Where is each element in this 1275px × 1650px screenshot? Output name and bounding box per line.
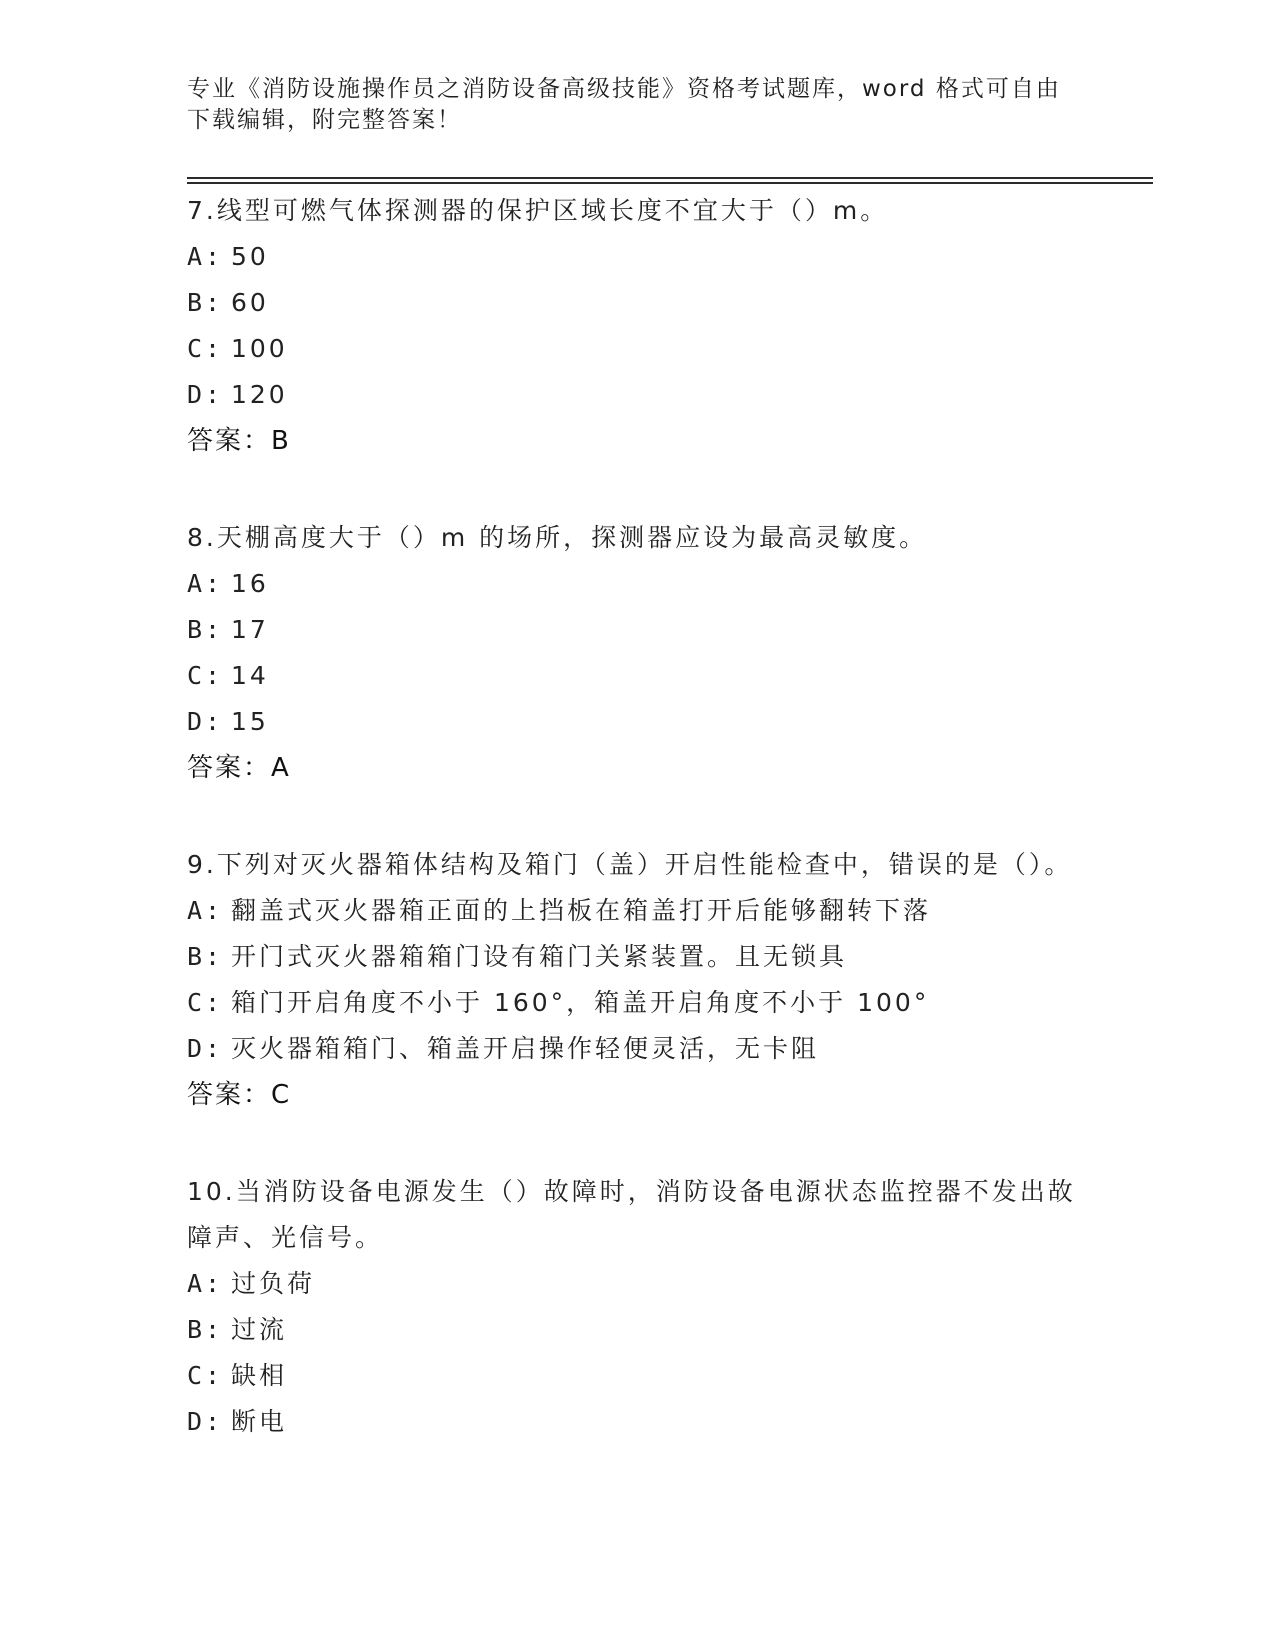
option-text: 过流 — [231, 1315, 288, 1344]
option-b — [187, 934, 1087, 980]
option-text: 120 — [231, 380, 288, 409]
question-stem: 8.天棚高度大于（）m 的场所，探测器应设为最高灵敏度。 — [187, 523, 928, 552]
option-a — [187, 234, 1087, 280]
question-stem: 7.线型可燃气体探测器的保护区域长度不宜大于（）m。 — [187, 196, 889, 225]
option-letter: D: — [187, 1034, 224, 1063]
option-text: 断电 — [231, 1407, 288, 1436]
option-c — [187, 653, 1087, 699]
option-text: 缺相 — [231, 1361, 288, 1390]
option-letter: C: — [187, 988, 224, 1017]
option-letter: A: — [187, 1269, 224, 1298]
option-d — [187, 1399, 1087, 1445]
option-d — [187, 1026, 1087, 1072]
option-a — [187, 561, 1087, 607]
question-stem: 10.当消防设备电源发生（）故障时，消防设备电源状态监控器不发出故障声、光信号。 — [187, 1177, 1076, 1252]
option-letter: C: — [187, 661, 224, 690]
option-d — [187, 372, 1087, 418]
option-text: 灭火器箱箱门、箱盖开启操作轻便灵活，无卡阻 — [231, 1034, 820, 1063]
option-d — [187, 699, 1087, 745]
question-8 — [187, 515, 1087, 791]
document-intro: 专业《消防设施操作员之消防设备高级技能》资格考试题库，word 格式可自由下载编辑，附完整答案！ — [187, 76, 1061, 133]
option-text: 14 — [231, 661, 269, 690]
answer-line: 答案：B — [187, 426, 291, 456]
option-text: 60 — [231, 288, 269, 317]
option-text: 过负荷 — [231, 1269, 316, 1298]
option-text: 16 — [231, 569, 269, 598]
question-10 — [187, 1169, 1087, 1445]
option-text: 100 — [231, 334, 288, 363]
question-list — [187, 188, 1087, 1496]
option-text: 箱门开启角度不小于 160°，箱盖开启角度不小于 100° — [231, 988, 930, 1017]
question-stem: 9.下列对灭火器箱体结构及箱门（盖）开启性能检查中，错误的是（）。 — [187, 850, 1073, 879]
option-a — [187, 888, 1087, 934]
header-divider-bottom — [187, 182, 1153, 184]
option-c — [187, 980, 1087, 1026]
option-text: 50 — [231, 242, 269, 271]
option-letter: D: — [187, 380, 224, 409]
option-letter: C: — [187, 1361, 224, 1390]
option-letter: D: — [187, 707, 224, 736]
option-letter: B: — [187, 942, 224, 971]
option-letter: C: — [187, 334, 224, 363]
option-text: 翻盖式灭火器箱正面的上挡板在箱盖打开后能够翻转下落 — [231, 896, 932, 925]
option-letter: A: — [187, 242, 224, 271]
option-letter: A: — [187, 896, 224, 925]
option-letter: B: — [187, 615, 224, 644]
option-letter: B: — [187, 1315, 224, 1344]
option-text: 开门式灭火器箱箱门设有箱门关紧装置。且无锁具 — [231, 942, 848, 971]
answer-line: 答案：C — [187, 1080, 292, 1110]
option-letter: A: — [187, 569, 224, 598]
question-7 — [187, 188, 1087, 464]
option-b — [187, 607, 1087, 653]
question-9 — [187, 842, 1087, 1118]
option-text: 15 — [231, 707, 269, 736]
option-letter: B: — [187, 288, 224, 317]
option-b — [187, 280, 1087, 326]
option-c — [187, 326, 1087, 372]
option-letter: D: — [187, 1407, 224, 1436]
option-a — [187, 1261, 1087, 1307]
option-b — [187, 1307, 1087, 1353]
option-c — [187, 1353, 1087, 1399]
option-text: 17 — [231, 615, 269, 644]
answer-line: 答案：A — [187, 753, 291, 783]
header-divider-top — [187, 177, 1153, 179]
